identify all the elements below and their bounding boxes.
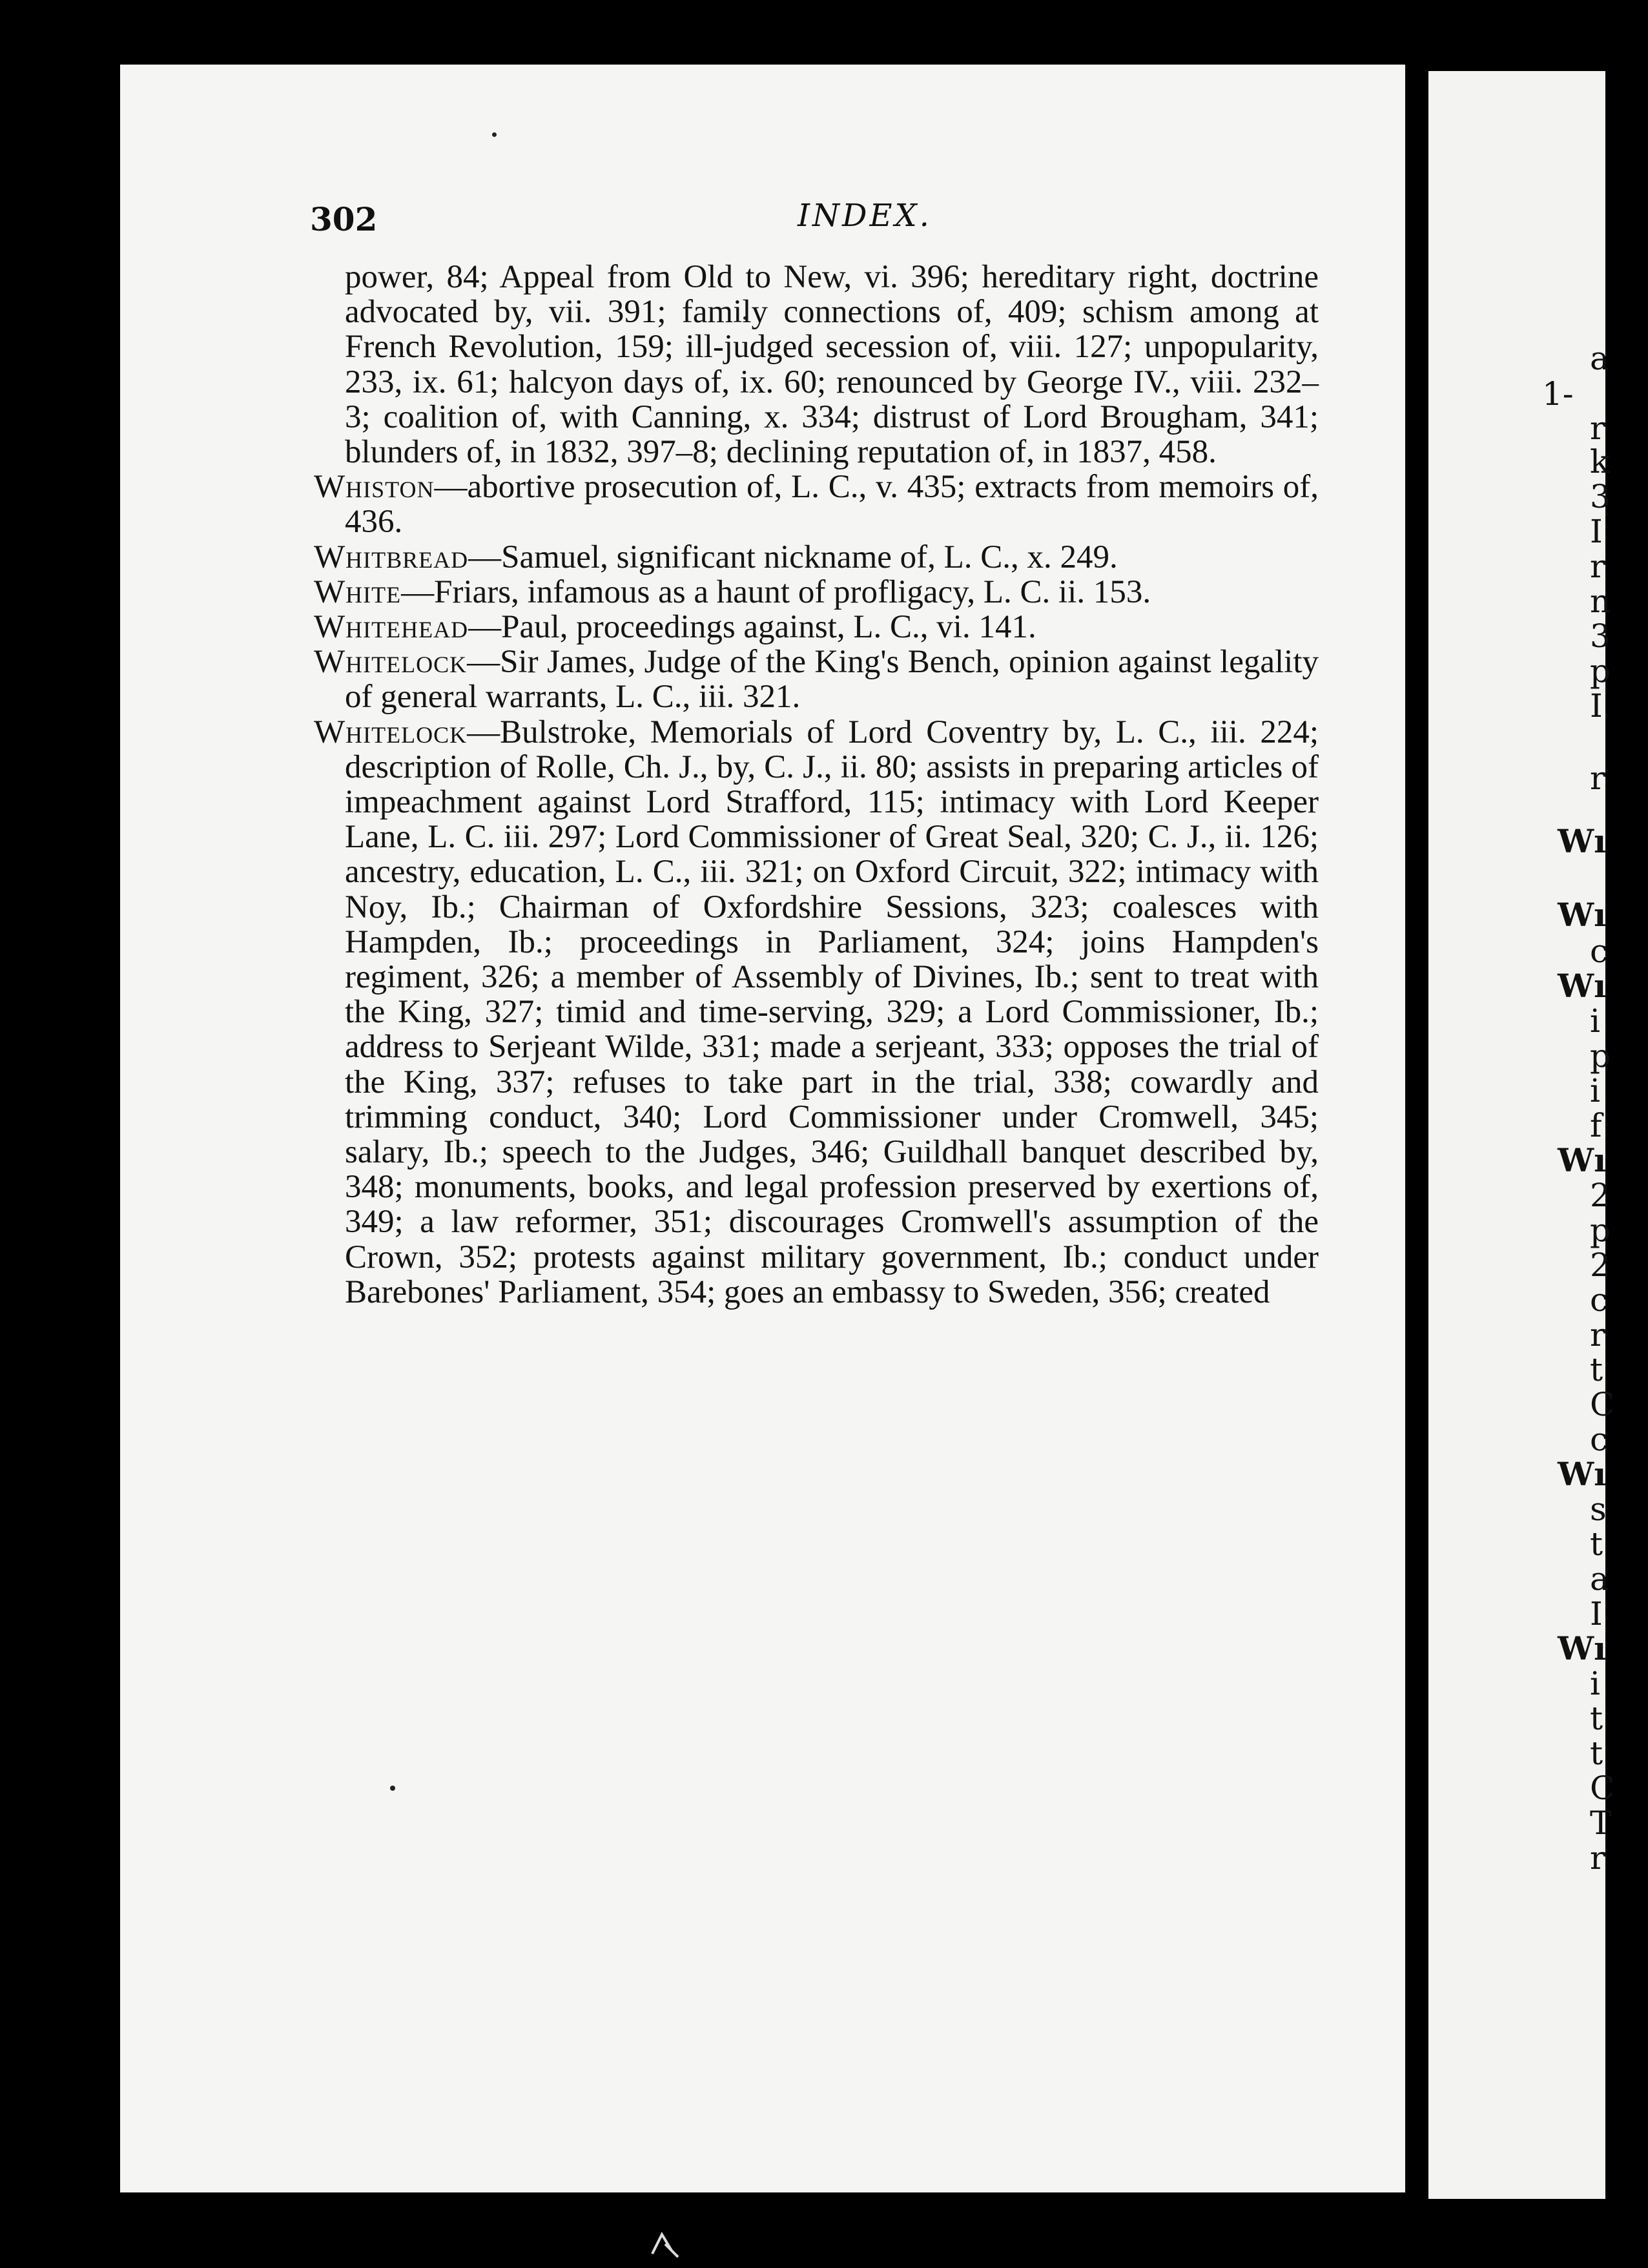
running-head-title: INDEX.	[798, 198, 932, 234]
facing-page-fragment: r	[1590, 1316, 1605, 1354]
facing-page-fragment: i	[1590, 1002, 1600, 1040]
facing-page-fragment: c	[1590, 1281, 1609, 1319]
facing-page-fragment: t	[1590, 1700, 1603, 1737]
entry-text: Friars, infamous as a haunt of profligacy, L. C. ii. 153.	[434, 573, 1151, 610]
entry-separator: —	[467, 714, 500, 750]
entry-text: Sir James, Judge of the King's Bench, opinion against legality of general warrants, L. C., iii. 321.	[345, 644, 1319, 716]
entry-separator: —	[401, 573, 435, 610]
facing-page-fragment: r	[1590, 1839, 1605, 1877]
facing-page-fragment: I	[1590, 513, 1603, 550]
entry-head: Whitelock	[314, 714, 468, 750]
entry-separator: —	[468, 609, 502, 646]
entry-text: Samuel, significant nickname of, L. C., x. 249.	[501, 539, 1118, 575]
facing-page-fragment: I	[1590, 687, 1603, 725]
facing-page-fragment: Wı	[1558, 1629, 1607, 1667]
scanner-artifact-icon	[646, 2222, 685, 2260]
index-entry	[314, 469, 1319, 539]
facing-page-fragment: p	[1590, 1211, 1611, 1249]
index-entry	[314, 715, 1319, 1310]
facing-page-fragment: 2	[1590, 1177, 1611, 1214]
facing-page-edge	[1428, 71, 1615, 2199]
running-head	[310, 200, 1317, 252]
facing-page-fragment: a	[1590, 340, 1609, 377]
facing-page-fragment: p	[1590, 1037, 1611, 1075]
facing-page-fragment: r	[1590, 409, 1605, 447]
index-entry	[314, 260, 1319, 469]
entry-head: Whitbread	[314, 539, 469, 575]
facing-page-fragment: s	[1590, 1490, 1607, 1528]
index-entry	[314, 610, 1319, 644]
facing-page-fragment: Wı	[1558, 1141, 1607, 1179]
facing-page-fragment: k	[1590, 443, 1610, 480]
facing-page-fragment: t	[1590, 1525, 1603, 1563]
facing-page-fragment: 2	[1590, 1246, 1611, 1284]
entry-separator: —	[467, 644, 500, 681]
facing-page-fragment: r	[1590, 759, 1605, 797]
facing-page-fragment: Wı	[1558, 1455, 1607, 1493]
index-entry	[314, 575, 1319, 610]
print-speck	[492, 132, 497, 137]
facing-page-fragment: i	[1590, 1072, 1600, 1109]
index-entry	[314, 644, 1319, 714]
entry-head: White	[314, 573, 402, 610]
facing-page-fragment: c	[1590, 1421, 1609, 1458]
facing-page-fragment: a	[1590, 1560, 1609, 1598]
entry-separator: —	[468, 539, 502, 575]
facing-page-fragment: r	[1590, 548, 1605, 585]
facing-page-fragment: f	[1590, 1107, 1602, 1144]
facing-page-fragment: Wı	[1558, 822, 1607, 860]
facing-page-fragment: 3	[1590, 478, 1611, 515]
entry-text: power, 84; Appeal from Old to New, vi. 396; hereditary right, doctrine advocated by, vii. 391; family connections of, 409; schism among at French Revolution, 159; ill-judged secession of, viii. 127; unpopularity, 233, ix. 61; halcyon days of, ix. 60; renounced by George IV., viii. 232–3; coalition of, with Canning, x. 334; distrust of Lord Brougham, 341; blunders of, in 1832, 397–8; declining reputation of, in 1837, 458.	[345, 259, 1319, 471]
entry-text: Bulstroke, Memorials of Lord Coventry by, L. C., iii. 224; description of Rolle, Ch. J., by, C. J., ii. 80; assists in preparing articles of impeachment against Lord Strafford, 115; intimacy with Lord Keeper Lane, L. C. iii. 297; Lord Commissioner of Great Seal, 320; C. J., ii. 126; ancestry, education, L. C., iii. 321; on Oxford Circuit, 322; intimacy with Noy, Ib.; Chairman of Oxfordshire Sessions, 323; coalesces with Hampden, Ib.; proceedings in Parliament, 324; joins Hampden's regiment, 326; a member of Assembly of Divines, Ib.; sent to treat with the King, 327; timid and time-serving, 329; a Lord Commissioner, Ib.; address to Serjeant Wilde, 331; made a serjeant, 333; opposes the trial of the King, 337; refuses to take part in the trial, 338; cowardly and trimming conduct, 340; Lord Commissioner under Cromwell, 345; salary, Ib.; speech to the Judges, 346; Guildhall banquet described by, 348; monuments, books, and legal profession preserved by exertions of, 349; a law reformer, 351; discourages Cromwell's assumption of the Crown, 352; protests against military government, Ib.; conduct under Barebones' Parliament, 354; goes an embassy to Sweden, 356; created	[345, 714, 1319, 1310]
facing-page-fragment: c	[1590, 933, 1609, 970]
facing-page-fragment: T	[1590, 1804, 1612, 1842]
entry-text: abortive prosecution of, L. C., v. 435; extracts from memoirs of, 436.	[345, 469, 1319, 541]
facing-page-fragment: n	[1590, 582, 1611, 620]
facing-page-fragment: C	[1590, 1386, 1615, 1423]
facing-page-fragment: t	[1590, 1351, 1603, 1388]
facing-page-fragment: C	[1590, 1769, 1615, 1807]
page-number: 302	[310, 200, 378, 238]
index-entry	[314, 540, 1319, 575]
entry-head: Whitelock	[314, 644, 468, 681]
facing-page-fragment: I	[1590, 1595, 1603, 1633]
entry-separator: —	[434, 469, 468, 506]
facing-page-fragment: t	[1590, 1735, 1603, 1772]
index-entries	[314, 260, 1319, 1861]
facing-page-fragment: Wı	[1558, 896, 1607, 934]
facing-page-fragment: 1-	[1542, 375, 1574, 413]
facing-page-fragment: i	[1590, 1665, 1600, 1702]
entry-head: Whiston	[314, 469, 435, 506]
facing-page-fragment: p	[1590, 652, 1611, 690]
entry-text: Paul, proceedings against, L. C., vi. 141.	[501, 609, 1036, 646]
entry-head: Whitehead	[314, 609, 469, 646]
facing-page-fragment: Wı	[1558, 967, 1607, 1005]
facing-page-fragment: 3	[1590, 617, 1611, 655]
